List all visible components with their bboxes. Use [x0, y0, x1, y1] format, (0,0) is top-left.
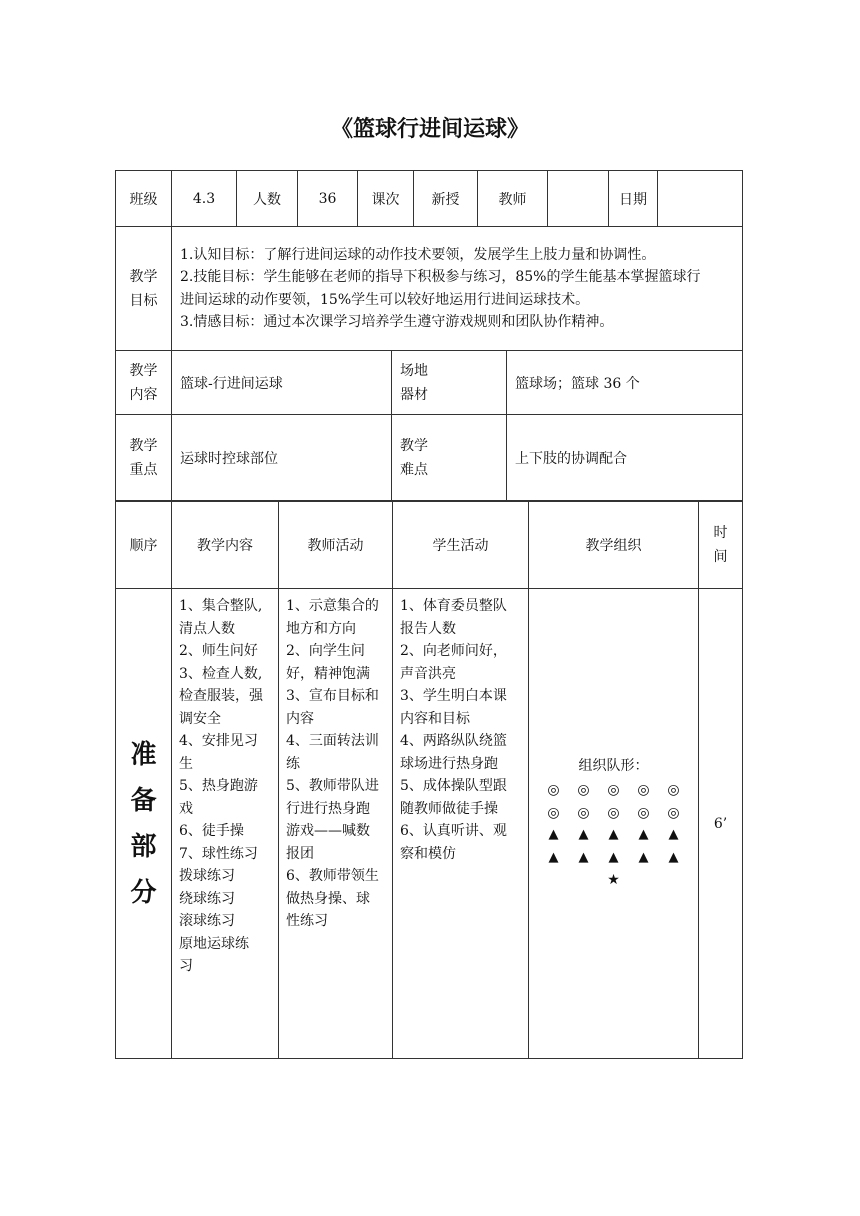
page-title: 《篮球行进间运球》 [330, 117, 529, 142]
teacher-line: 3、宣布目标和 [286, 688, 379, 704]
teacher-line: 内容 [286, 710, 314, 727]
student-line: 4、两路纵队绕篮 [400, 733, 507, 749]
formation-row-students [529, 824, 698, 847]
student-line: 察和模仿 [400, 845, 456, 862]
content-line: 戏 [179, 800, 193, 817]
lesson-label: 课次 [358, 171, 414, 227]
teacher-line: 游戏——喊数 [286, 823, 370, 839]
student-marker: ▲ [608, 849, 619, 865]
part-label [116, 589, 172, 1059]
teacher-line: 6、教师带领生 [286, 868, 379, 884]
content-label [116, 351, 172, 415]
class-label: 班级 [116, 171, 172, 227]
count-value: 36 [298, 171, 358, 227]
teacher-value [548, 171, 609, 227]
student-line: 随教师做徒手操 [400, 800, 498, 817]
teacher-line: 5、教师带队进 [286, 778, 379, 794]
content-header: 教学内容 [172, 501, 279, 589]
organization-header: 教学组织 [529, 501, 699, 589]
count-label: 人数 [237, 171, 298, 227]
objectives-label-line: 目标 [129, 292, 158, 309]
student-marker: ◎ [637, 782, 650, 799]
class-value: 4.3 [172, 171, 237, 227]
difficulty-label-line: 难点 [400, 462, 428, 478]
teacher-label: 教师 [478, 171, 548, 227]
objective-line: 3.情感目标：通过本次课学习培养学生遵守游戏规则和团队协作精神。 [180, 314, 614, 330]
student-marker: ◎ [637, 804, 650, 821]
part-char: 准 [130, 739, 157, 770]
content-line: 调安全 [179, 710, 221, 727]
objectives-label [116, 227, 172, 351]
student-line: 3、学生明白本课 [400, 688, 507, 704]
student-marker: ◎ [577, 782, 590, 799]
content-line: 滚球练习 [179, 913, 235, 929]
teacher-line: 行进行热身跑 [286, 800, 370, 817]
content-label-line: 教学 [129, 362, 158, 379]
time-header-line: 时 [713, 524, 728, 541]
part-char: 部 [130, 831, 157, 862]
student-marker: ◎ [667, 782, 680, 799]
part-char: 分 [130, 877, 157, 908]
keypoint-label-line: 重点 [129, 462, 158, 478]
objectives-label-line: 教学 [129, 268, 158, 285]
objective-line: 2.技能目标：学生能够在老师的指导下积极参与练习，85%的学生能基本掌握篮球行 [180, 269, 701, 285]
time-header [699, 501, 743, 589]
student-line: 5、成体操队型跟 [400, 778, 507, 794]
prep-teacher-activity [279, 589, 393, 1059]
content-line: 7、球性练习 [179, 845, 258, 862]
teacher-activity-header: 教师活动 [279, 501, 393, 589]
time-header-line: 间 [713, 548, 728, 565]
formation-row-students [529, 847, 698, 870]
content-line: 4、安排见习 [179, 733, 258, 749]
teacher-line: 1、示意集合的 [286, 598, 379, 614]
difficulty-label-line: 教学 [400, 438, 428, 454]
objectives-table [115, 226, 743, 351]
part-char: 备 [130, 785, 157, 816]
date-label: 日期 [609, 171, 658, 227]
teacher-line: 做热身操、球 [286, 890, 370, 907]
student-line: 1、体育委员整队 [400, 598, 507, 614]
teacher-line: 地方和方向 [286, 620, 356, 637]
teacher-line: 性练习 [286, 913, 328, 929]
teacher-line: 4、三面转法训 [286, 733, 379, 749]
content-line: 清点人数 [179, 620, 235, 637]
student-line: 报告人数 [400, 620, 456, 637]
content-label-line: 内容 [129, 386, 158, 403]
formation-row-teacher [529, 869, 698, 892]
difficulty-label [392, 415, 507, 502]
student-marker: ▲ [608, 827, 619, 843]
objective-line: 进间运球的动作要领，15%学生可以较好地运用行进间运球技术。 [180, 291, 590, 308]
teacher-line: 2、向学生问 [286, 643, 365, 659]
content-value: 篮球-行进间运球 [172, 351, 392, 415]
formation-caption: 组织队形： [578, 758, 649, 775]
content-line: 6、徒手操 [179, 823, 244, 839]
keypoint-label [116, 415, 172, 502]
formation-row-students [529, 779, 698, 802]
content-line: 绕球练习 [179, 890, 235, 907]
content-line: 3、检查人数, [179, 665, 263, 682]
formation-row-students [529, 802, 698, 825]
content-line: 习 [179, 958, 193, 974]
venue-label-line: 器材 [400, 386, 428, 403]
prep-time: 6’ [699, 589, 743, 1059]
student-marker: ▲ [578, 827, 589, 843]
student-marker: ▲ [638, 849, 649, 865]
student-marker: ▲ [668, 827, 679, 843]
lesson-value: 新授 [414, 171, 478, 227]
student-marker: ◎ [577, 804, 590, 821]
student-marker: ▲ [548, 827, 559, 843]
teacher-marker: ★ [607, 872, 620, 889]
student-marker: ◎ [547, 782, 560, 799]
content-line: 生 [179, 755, 193, 772]
student-line: 球场进行热身跑 [400, 755, 498, 772]
info-table [115, 170, 743, 227]
order-header: 顺序 [116, 501, 172, 589]
prep-content [172, 589, 279, 1059]
formation-diagram [529, 589, 699, 1059]
student-marker: ▲ [668, 849, 679, 865]
student-marker: ▲ [578, 849, 589, 865]
student-marker: ▲ [548, 849, 559, 865]
date-value [658, 171, 743, 227]
student-marker: ◎ [667, 804, 680, 821]
student-line: 内容和目标 [400, 710, 470, 727]
teacher-line: 报团 [286, 845, 314, 862]
student-marker: ◎ [607, 782, 620, 799]
difficulty-value: 上下肢的协调配合 [507, 415, 743, 502]
content-line: 2、师生问好 [179, 643, 258, 659]
content-line: 5、热身跑游 [179, 778, 258, 794]
student-line: 6、认真听讲、观 [400, 823, 507, 839]
student-marker: ◎ [607, 804, 620, 821]
content-line: 拨球练习 [179, 868, 235, 884]
teacher-line: 好，精神饱满 [286, 665, 370, 682]
content-line: 原地运球练 [179, 935, 249, 952]
prep-student-activity [393, 589, 529, 1059]
objective-line: 1.认知目标：了解行进间运球的动作技术要领，发展学生上肢力量和协调性。 [180, 246, 656, 263]
student-marker: ▲ [638, 827, 649, 843]
venue-label [392, 351, 507, 415]
teacher-line: 练 [286, 755, 300, 772]
student-activity-header: 学生活动 [393, 501, 529, 589]
venue-label-line: 场地 [400, 362, 428, 379]
content-table [115, 350, 743, 502]
keypoint-label-line: 教学 [129, 438, 158, 454]
content-line: 1、集合整队, [179, 598, 263, 614]
student-line: 2、向老师问好， [400, 643, 507, 659]
venue-value: 篮球场；篮球 36 个 [507, 351, 743, 415]
objectives-text [172, 227, 743, 351]
content-line: 检查服装，强 [179, 688, 263, 704]
student-marker: ◎ [547, 804, 560, 821]
student-line: 声音洪亮 [400, 665, 456, 682]
procedure-table [115, 500, 743, 1059]
keypoint-value: 运球时控球部位 [172, 415, 392, 502]
